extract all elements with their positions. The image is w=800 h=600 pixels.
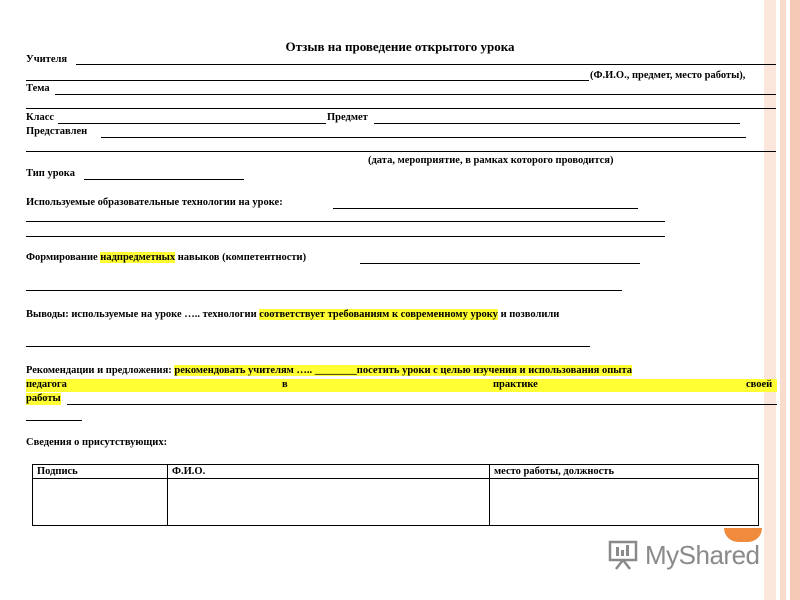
table-cell[interactable] bbox=[33, 479, 168, 526]
formation-label: Формирование надпредметных навыков (компетентности) bbox=[26, 252, 307, 263]
highlight bbox=[26, 379, 777, 392]
highlight: надпредметных bbox=[100, 252, 176, 263]
rec-word: педагога bbox=[26, 379, 67, 390]
rec-word: в bbox=[282, 379, 288, 390]
conclusions-label: Выводы: используемые на уроке ….. технологии соответствует требованиям к современному уроку и позволили bbox=[26, 309, 560, 320]
presented-line[interactable] bbox=[101, 137, 746, 138]
teacher-line-2[interactable] bbox=[26, 80, 589, 81]
teacher-line[interactable] bbox=[76, 64, 776, 65]
technologies-label: Используемые образовательные технологии на уроке: bbox=[26, 197, 283, 208]
highlight: соответствует требованиям к современному уроку bbox=[259, 309, 498, 320]
fio-note: (Ф.И.О., предмет, место работы), bbox=[590, 70, 746, 81]
watermark-text: MyShared bbox=[645, 540, 760, 570]
attendees-label: Сведения о присутствующих: bbox=[26, 437, 168, 448]
subject-line[interactable] bbox=[374, 123, 740, 124]
highlight: рекомендовать учителям ….. ________посетить уроки с целью изучения и использования опыта bbox=[174, 365, 633, 376]
formation-line-2[interactable] bbox=[26, 290, 622, 291]
rec-word: своей bbox=[746, 379, 773, 390]
event-note: (дата, мероприятие, в рамках которого проводится) bbox=[368, 155, 614, 166]
class-label: Класс bbox=[26, 112, 55, 123]
technologies-line[interactable] bbox=[333, 208, 638, 209]
table-header: место работы, должность bbox=[490, 465, 759, 479]
class-line[interactable] bbox=[58, 123, 326, 124]
presentation-icon bbox=[607, 538, 639, 570]
lesson-type-line[interactable] bbox=[84, 179, 244, 180]
presented-line-2[interactable] bbox=[26, 151, 776, 152]
stripe bbox=[790, 0, 800, 600]
lesson-type-label: Тип урока bbox=[26, 168, 75, 179]
technologies-line-2[interactable] bbox=[26, 221, 665, 222]
topic-line-2[interactable] bbox=[26, 108, 776, 109]
topic-line[interactable] bbox=[55, 94, 776, 95]
teacher-label: Учителя bbox=[26, 54, 68, 65]
recommendations-line[interactable] bbox=[67, 404, 777, 405]
presented-label: Представлен bbox=[26, 126, 88, 137]
table-header: Ф.И.О. bbox=[168, 465, 490, 479]
technologies-line-3[interactable] bbox=[26, 236, 665, 237]
table-header: Подпись bbox=[33, 465, 168, 479]
subject-label: Предмет bbox=[327, 112, 368, 123]
watermark-logo bbox=[607, 538, 762, 572]
table-cell[interactable] bbox=[168, 479, 490, 526]
formation-line[interactable] bbox=[360, 263, 640, 264]
rec-word: практике bbox=[493, 379, 538, 390]
rec-word: работы bbox=[26, 393, 61, 404]
topic-label: Тема bbox=[26, 83, 50, 94]
table-cell[interactable] bbox=[490, 479, 759, 526]
attendees-table bbox=[32, 464, 759, 526]
conclusions-line[interactable] bbox=[26, 346, 590, 347]
form-title: Отзыв на проведение открытого урока bbox=[285, 39, 515, 54]
recommendations-label: Рекомендации и предложения: рекомендовать учителям ….. ________посетить уроки с целью изучения и использования опыта bbox=[26, 365, 633, 376]
recommendations-line-2[interactable] bbox=[26, 420, 82, 421]
